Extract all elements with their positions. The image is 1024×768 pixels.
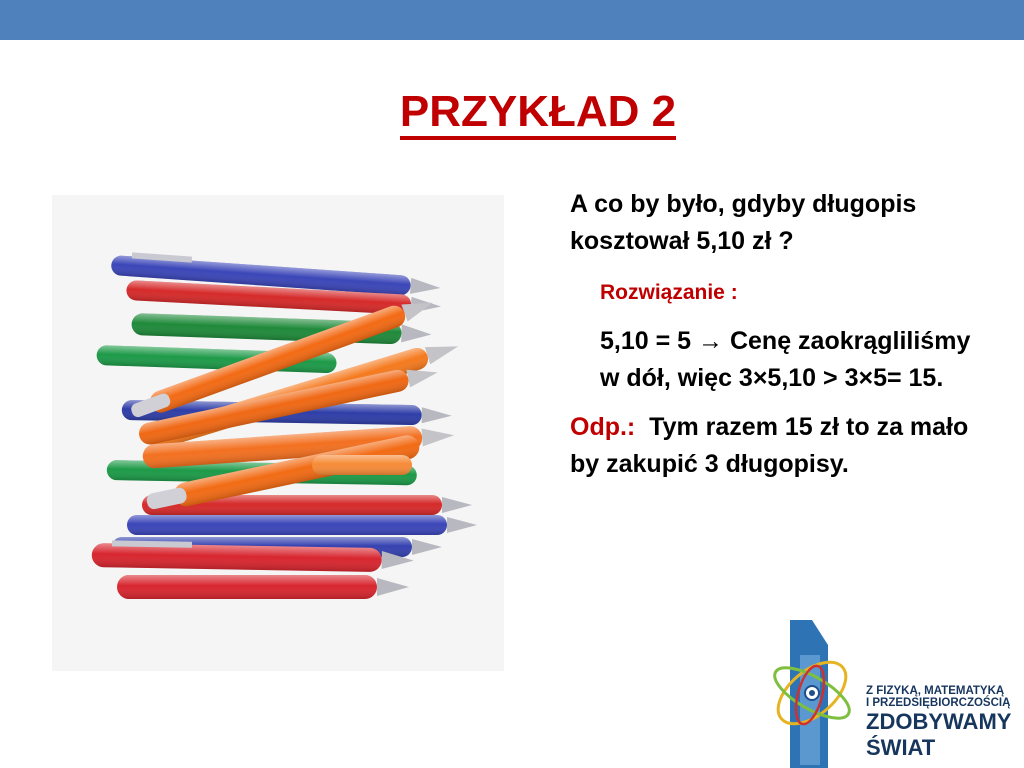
calc-prefix: 5,10 = 5 [600, 327, 692, 355]
logo-line-2: I PRZEDSIĘBIORCZOŚCIĄ [866, 697, 1011, 709]
answer-body: Tym razem 15 zł to za mało by zakupić 3 długopisy. [570, 413, 969, 478]
top-accent-bar [0, 0, 1024, 40]
logo-wordmark [866, 709, 1011, 761]
logo-line-3: ZDOBYWAMY [866, 709, 1012, 734]
answer-text [570, 409, 980, 483]
calculation-text [570, 323, 980, 397]
slide-title-text: PRZYKŁAD 2 [400, 87, 676, 140]
question-text: A co by było, gdyby długopis kosztował 5,10 zł ? [570, 190, 917, 255]
slide-body [570, 186, 980, 483]
project-logo [770, 605, 1024, 768]
solution-label: Rozwiązanie : [600, 281, 738, 304]
logo-tagline [866, 685, 1010, 709]
slide-title [0, 82, 1024, 142]
logo-line-1: Z FIZYKĄ, MATEMATYKĄ [866, 685, 1005, 697]
logo-line-4: ŚWIAT [866, 735, 936, 760]
calc-rest: Cenę zaokrągliliśmy w dół, więc 3×5,10 > 3×5= 15. [600, 327, 971, 392]
answer-label: Odp.: [570, 413, 636, 441]
arrow-icon: → [698, 327, 724, 355]
pens-photo [52, 195, 504, 671]
